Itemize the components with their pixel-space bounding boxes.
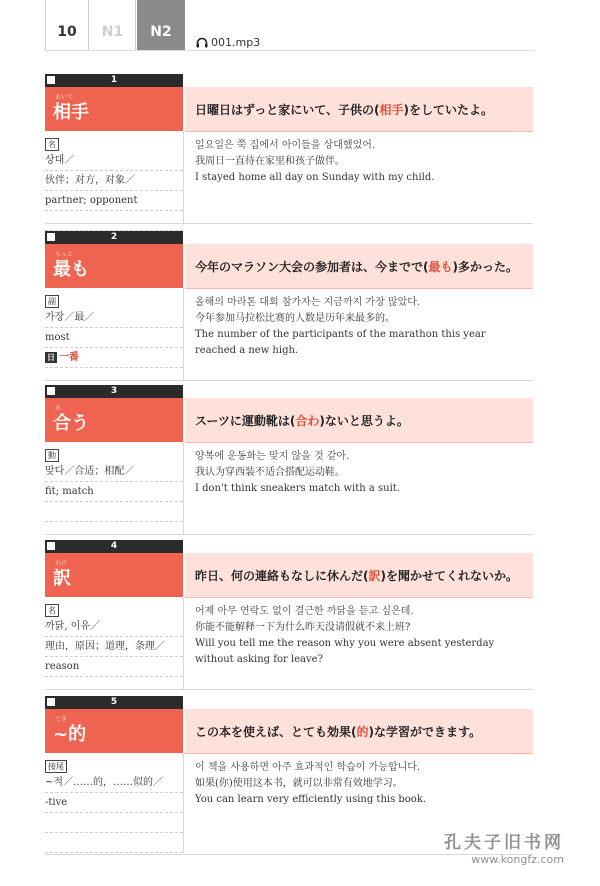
headword: 相手 bbox=[53, 102, 89, 123]
headword: 合う bbox=[53, 413, 89, 434]
sentence-text: )を聞かせてくれないか。 bbox=[380, 568, 519, 583]
watermark bbox=[444, 828, 564, 866]
entry-number: 2 bbox=[110, 232, 118, 242]
synonym-mark: 日 bbox=[47, 353, 55, 362]
entry-divider bbox=[45, 223, 533, 224]
headword-box bbox=[45, 87, 183, 131]
entry-translations bbox=[195, 760, 543, 808]
level-tab-n2: N2 bbox=[137, 0, 185, 50]
entry-number-bar bbox=[45, 74, 183, 87]
entry-number: 1 bbox=[110, 75, 118, 85]
sentence-highlight: 最も bbox=[428, 259, 453, 274]
header-divider bbox=[45, 50, 535, 51]
meaning-line: ~적／……的，……似的／ bbox=[45, 773, 183, 793]
part-of-speech-badge: 接尾 bbox=[45, 760, 67, 773]
meaning-line: reason bbox=[45, 657, 183, 677]
vocab-entry bbox=[45, 74, 533, 224]
page-number: 10 bbox=[45, 0, 89, 50]
audio-track bbox=[196, 36, 260, 49]
headword: ~的 bbox=[53, 724, 87, 745]
entry-number: 4 bbox=[110, 541, 118, 551]
sentence-text: )な学習ができます。 bbox=[368, 724, 482, 739]
entry-divider bbox=[45, 380, 533, 381]
meaning-line: fit; match bbox=[45, 482, 183, 502]
column-divider bbox=[183, 442, 184, 534]
entry-number-bar bbox=[45, 385, 183, 398]
watermark-title: 孔夫子旧书网 bbox=[444, 833, 564, 853]
sentence-text: スーツに運動靴は( bbox=[195, 413, 296, 428]
synonym-line bbox=[45, 348, 183, 368]
vocab-entry bbox=[45, 385, 533, 535]
translation-korean: 올해의 마라톤 대회 참가자는 지금까지 가장 많았다. bbox=[195, 297, 421, 308]
meaning-line bbox=[45, 211, 183, 231]
entry-number: 5 bbox=[110, 697, 118, 707]
entry-translations bbox=[195, 449, 543, 497]
entry-translations bbox=[195, 604, 543, 668]
sentence-highlight: 相手 bbox=[379, 102, 404, 117]
meaning-line: 맞다／合适；相配／ bbox=[45, 462, 183, 482]
entry-translations bbox=[195, 295, 543, 359]
sentence-highlight: 合わ bbox=[295, 413, 320, 428]
sentence-text: 今年のマラソン大会の参加者は、今までで( bbox=[195, 259, 429, 274]
column-divider bbox=[183, 131, 184, 223]
translation-english: I don't think sneakers match with a suit. bbox=[195, 483, 400, 494]
sentence-text: 日曜日はずっと家にいて、子供の( bbox=[195, 102, 380, 117]
sentence-highlight: 訳 bbox=[368, 568, 381, 583]
translation-english: Will you tell me the reason why you were absent yesterday bbox=[195, 638, 495, 649]
part-of-speech-badge: 動 bbox=[45, 449, 59, 462]
translation-chinese: 如果(你)使用这本书，就可以非常有效地学习。 bbox=[195, 778, 403, 789]
part-of-speech-badge: 名 bbox=[45, 138, 59, 151]
audio-filename: 001.mp3 bbox=[211, 36, 261, 49]
example-sentence bbox=[185, 74, 533, 132]
meaning-line: partner; opponent bbox=[45, 191, 183, 211]
entry-meanings bbox=[45, 289, 183, 368]
translation-english: reached a new high. bbox=[195, 345, 299, 356]
example-sentence bbox=[185, 385, 533, 443]
headword-box bbox=[45, 709, 183, 753]
meaning-line: 상대／ bbox=[45, 151, 183, 171]
watermark-url: www.kongfz.com bbox=[471, 853, 564, 866]
entry-number-bar bbox=[45, 696, 183, 709]
sentence-text: )多かった。 bbox=[452, 259, 519, 274]
translation-korean: 양복에 운동화는 맞지 않을 것 같아. bbox=[195, 451, 350, 462]
column-divider bbox=[183, 288, 184, 380]
headword-reading: あ bbox=[55, 405, 62, 412]
sentence-text: 昨日、何の連絡もなしに休んだ( bbox=[195, 568, 369, 583]
headword-reading: もっと bbox=[55, 251, 74, 258]
translation-korean: 일요일은 쭉 집에서 아이들을 상대했었어. bbox=[195, 140, 376, 151]
vocab-entry bbox=[45, 540, 533, 690]
headword-reading: てき bbox=[55, 716, 68, 723]
headword-box bbox=[45, 553, 183, 597]
translation-english: I stayed home all day on Sunday with my child. bbox=[195, 172, 435, 183]
entry-number-bar bbox=[45, 540, 183, 553]
entry-meanings bbox=[45, 132, 183, 231]
meaning-line: 伙伴；对方，对象／ bbox=[45, 171, 183, 191]
meaning-line: -tive bbox=[45, 793, 183, 813]
level-tab-n1: N1 bbox=[90, 0, 136, 50]
entry-divider bbox=[45, 534, 533, 535]
entry-meanings bbox=[45, 443, 183, 522]
translation-chinese: 我认为穿西装不适合搭配运动鞋。 bbox=[195, 467, 345, 478]
translation-korean: 어제 아무 연락도 없이 결근한 까닭을 듣고 싶은데. bbox=[195, 606, 414, 617]
translation-chinese: 今年参加马拉松比赛的人数是历年来最多的。 bbox=[195, 313, 395, 324]
translation-english: You can learn very efficiently using this book. bbox=[195, 794, 427, 805]
translation-english: The number of the participants of the marathon this year bbox=[195, 329, 486, 340]
translation-chinese: 我周日一直待在家里和孩子做伴。 bbox=[195, 156, 345, 167]
example-sentence bbox=[185, 231, 533, 289]
translation-chinese: 你能不能解释一下为什么昨天没请假就不来上班? bbox=[195, 622, 411, 633]
entry-meanings bbox=[45, 754, 183, 853]
column-divider bbox=[183, 753, 184, 853]
meaning-line bbox=[45, 502, 183, 522]
synonym-text: 一番 bbox=[59, 352, 79, 363]
meaning-line: 까닭, 이유／ bbox=[45, 617, 183, 637]
translation-english: without asking for leave? bbox=[195, 654, 323, 665]
headword-reading: あいて bbox=[55, 94, 74, 101]
example-sentence bbox=[185, 540, 533, 598]
headword-box bbox=[45, 244, 183, 288]
meaning-line bbox=[45, 833, 183, 853]
sentence-highlight: 的 bbox=[356, 724, 369, 739]
part-of-speech-badge: 副 bbox=[45, 295, 59, 308]
entry-translations bbox=[195, 138, 543, 186]
part-of-speech-badge: 名 bbox=[45, 604, 59, 617]
entry-meanings bbox=[45, 598, 183, 677]
headword-box bbox=[45, 398, 183, 442]
headword: 最も bbox=[53, 259, 89, 280]
entry-number-bar bbox=[45, 231, 183, 244]
page-header bbox=[0, 0, 600, 60]
meaning-line: 가장／最／ bbox=[45, 308, 183, 328]
sentence-text: )をしていたよ。 bbox=[403, 102, 494, 117]
sentence-text: この本を使えば、とても効果( bbox=[195, 724, 357, 739]
headword-reading: わけ bbox=[55, 560, 68, 567]
entry-divider bbox=[45, 689, 533, 690]
headword: 訳 bbox=[53, 568, 71, 589]
entry-number: 3 bbox=[110, 386, 118, 396]
headphones-icon bbox=[196, 37, 208, 48]
vocab-entry bbox=[45, 231, 533, 381]
meaning-line: most bbox=[45, 328, 183, 348]
example-sentence bbox=[185, 696, 533, 754]
translation-korean: 이 책을 사용하면 아주 효과적인 학습이 가능합니다. bbox=[195, 762, 421, 773]
column-divider bbox=[183, 597, 184, 689]
sentence-text: )ないと思うよ。 bbox=[319, 413, 409, 428]
meaning-line bbox=[45, 813, 183, 833]
meaning-line: 理由，原因；道理，条理／ bbox=[45, 637, 183, 657]
